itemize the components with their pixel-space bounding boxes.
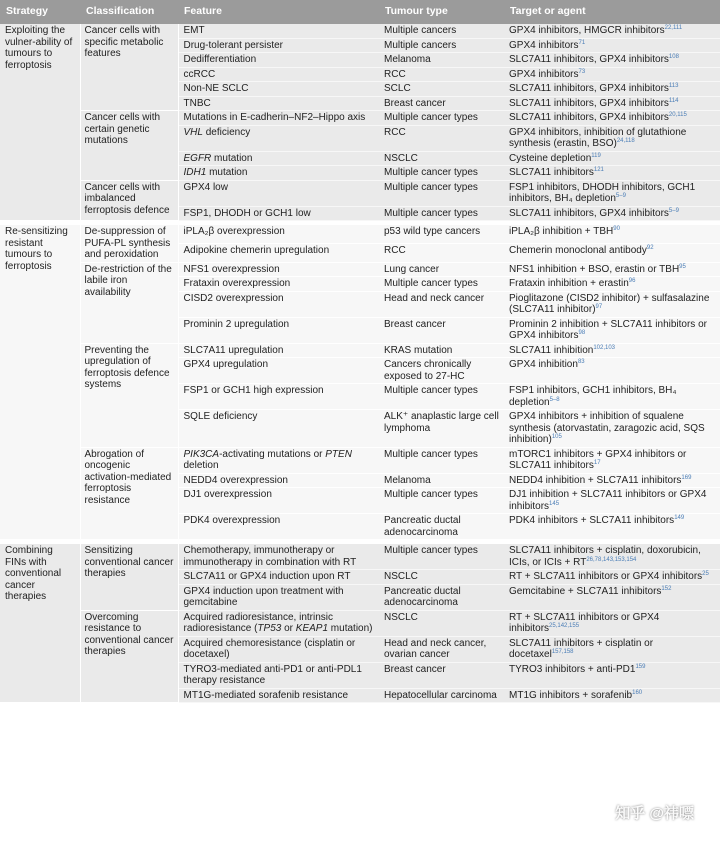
agent-text: GPX4 inhibition <box>509 359 578 370</box>
reference-link[interactable]: 152 <box>661 585 672 592</box>
agent-text: SLC7A11 inhibitors, GPX4 inhibitors <box>509 97 669 109</box>
feature-cell <box>178 38 379 53</box>
feature-text-suffix: mutation <box>206 167 248 178</box>
tumour-type-cell: Multiple cancer types <box>379 544 504 570</box>
feature-cell <box>178 151 379 166</box>
feature-cell <box>178 317 379 343</box>
feature-text: Mutations in E-cadherin–NF2–Hippo axis <box>183 112 366 123</box>
feature-cell <box>178 291 379 317</box>
classification-cell: Overcoming resistance to conventional cancer therapies <box>80 610 178 703</box>
feature-cell <box>178 688 379 703</box>
tumour-type-cell: Breast cancer <box>379 96 504 111</box>
feature-text-suffix: or <box>281 623 296 634</box>
tumour-type-cell: Multiple cancer types <box>379 277 504 292</box>
target-agent-cell <box>504 243 720 262</box>
feature-gene: KEAP1 <box>295 623 329 634</box>
feature-text: SQLE deficiency <box>183 411 258 422</box>
reference-link[interactable]: 90 <box>613 226 620 232</box>
header-tumour-type: Tumour type <box>385 5 448 18</box>
reference-link[interactable]: 83 <box>577 359 585 365</box>
feature-text: PIK3CA <box>183 448 220 460</box>
agent-text: TYRO3 inhibitors + anti-PD1 <box>509 663 636 675</box>
feature-cell <box>178 67 379 82</box>
target-agent-cell <box>504 447 720 473</box>
tumour-type-cell: Hepatocellular carcinoma <box>379 688 504 703</box>
table-row <box>0 447 720 473</box>
feature-text-suffix: mutation <box>211 152 253 164</box>
feature-text: TYRO3-mediated anti-PD1 or anti-PDL1 therapy resistance <box>183 663 362 686</box>
tumour-type-cell: p53 wild type cancers <box>379 225 504 243</box>
feature-text: iPLA₂β overexpression <box>183 226 285 237</box>
feature-cell <box>178 514 379 540</box>
target-agent-cell <box>504 636 720 662</box>
reference-link[interactable]: 96 <box>628 278 636 284</box>
feature-text: GPX4 upregulation <box>183 359 269 370</box>
reference-link[interactable]: 22,111 <box>664 25 683 31</box>
reference-link[interactable]: 5–9 <box>615 193 626 199</box>
classification-cell: Sensitizing conventional cancer therapies <box>80 544 178 610</box>
classification-cell: Cancer cells with specific metabolic features <box>80 24 178 111</box>
agent-text: SLC7A11 inhibitors, GPX4 inhibitors <box>509 83 669 94</box>
tumour-type-cell: NSCLC <box>379 610 504 636</box>
feature-text: VHL <box>183 126 203 138</box>
reference-link[interactable]: 73 <box>578 68 586 75</box>
feature-text: SLC7A11 upregulation <box>183 344 284 356</box>
reference-link[interactable]: 159 <box>635 663 646 670</box>
reference-link[interactable]: 92 <box>646 244 654 251</box>
agent-text: GPX4 inhibitors <box>509 39 579 51</box>
reference-link[interactable]: 71 <box>578 39 586 46</box>
agent-text: SLC7A11 inhibitors, GPX4 inhibitors <box>509 112 669 123</box>
strategy-group <box>0 225 720 540</box>
tumour-type-cell: Lung cancer <box>379 262 504 277</box>
agent-text: Chemerin monoclonal antibody <box>509 244 647 256</box>
target-agent-cell <box>504 111 720 126</box>
reference-link[interactable]: 114 <box>668 97 679 104</box>
agent-text: NEDD4 inhibition + SLC7A11 inhibitors <box>509 474 682 486</box>
feature-cell <box>178 125 379 151</box>
feature-gene: PTEN <box>325 448 352 460</box>
tumour-type-cell: Multiple cancers <box>379 38 504 53</box>
feature-cell <box>178 82 379 97</box>
tumour-type-cell: Multiple cancer types <box>379 166 504 181</box>
reference-link[interactable]: 20,115 <box>668 112 687 118</box>
agent-text: iPLA₂β inhibition + TBH <box>509 226 614 237</box>
feature-text: PDK4 overexpression <box>183 515 281 526</box>
reference-link[interactable]: 24,118 <box>616 138 635 144</box>
target-agent-cell <box>504 343 720 358</box>
feature-text-suffix: -activating mutations or <box>219 448 326 460</box>
agent-text: Gemcitabine + SLC7A11 inhibitors <box>509 585 662 597</box>
feature-cell <box>178 447 379 473</box>
feature-cell <box>178 488 379 514</box>
table-row <box>0 225 720 243</box>
feature-cell <box>178 473 379 488</box>
target-agent-cell <box>504 410 720 448</box>
feature-text: EMT <box>183 25 205 36</box>
tumour-type-cell: Multiple cancer types <box>379 488 504 514</box>
tumour-type-cell: RCC <box>379 243 504 262</box>
target-agent-cell <box>504 53 720 68</box>
target-agent-cell <box>504 317 720 343</box>
feature-text: IDH1 <box>183 167 207 178</box>
tumour-type-cell: Multiple cancers <box>379 24 504 38</box>
reference-link[interactable]: 157,158 <box>551 649 574 655</box>
feature-cell <box>178 343 379 358</box>
feature-cell <box>178 180 379 206</box>
agent-text: GPX4 inhibitors, inhibition of glutathione synthesis (erastin, BSO) <box>509 126 687 149</box>
target-agent-cell <box>504 544 720 570</box>
reference-link[interactable]: 149 <box>674 515 685 521</box>
feature-cell <box>178 262 379 277</box>
target-agent-cell <box>504 82 720 97</box>
feature-text-suffix: deficiency <box>202 126 251 138</box>
feature-cell <box>178 584 379 610</box>
agent-text: GPX4 inhibitors <box>509 68 579 80</box>
strategy-group <box>0 24 720 221</box>
tumour-type-cell: Breast cancer <box>379 317 504 343</box>
strategy-cell: Combining FINs with conventional cancer therapies <box>0 544 80 703</box>
reference-link[interactable]: 121 <box>593 167 604 173</box>
feature-text: Acquired chemoresistance (cisplatin or docetaxel) <box>183 637 356 660</box>
target-agent-cell <box>504 24 720 38</box>
header-strategy: Strategy <box>6 5 49 18</box>
reference-link[interactable]: 26,78,143,153,154 <box>586 556 637 563</box>
feature-text: EGFR <box>183 152 212 164</box>
tumour-type-cell: Multiple cancer types <box>379 111 504 126</box>
feature-text: SLC7A11 or GPX4 induction upon RT <box>183 571 351 582</box>
tumour-type-cell: SCLC <box>379 82 504 97</box>
agent-text: RT + SLC7A11 inhibitors or GPX4 inhibitors <box>509 611 660 634</box>
reference-link[interactable]: 17 <box>593 460 601 466</box>
tumour-type-cell: RCC <box>379 67 504 82</box>
reference-link[interactable]: 97 <box>595 304 603 310</box>
feature-cell <box>178 610 379 636</box>
feature-text: Drug-tolerant persister <box>183 39 283 51</box>
agent-text: SLC7A11 inhibitors, GPX4 inhibitors <box>509 54 669 65</box>
feature-text: Prominin 2 upregulation <box>183 318 290 330</box>
classification-cell: Cancer cells with certain genetic mutations <box>80 111 178 181</box>
target-agent-cell <box>504 358 720 384</box>
target-agent-cell <box>504 514 720 540</box>
agent-text: GPX4 inhibitors + inhibition of squalene synthesis (atorvastatin, zaragozic acid, SQS inhibition) <box>509 411 705 445</box>
target-agent-cell <box>504 38 720 53</box>
reference-link[interactable]: 160 <box>632 689 643 696</box>
agent-text: SLC7A11 inhibitors <box>509 167 594 178</box>
target-agent-cell <box>504 206 720 221</box>
header-classification: Classification <box>86 5 155 18</box>
feature-text: CISD2 overexpression <box>183 292 284 304</box>
classification-cell: De-restriction of the labile iron availability <box>80 262 178 343</box>
feature-cell <box>178 206 379 221</box>
header-feature: Feature <box>184 5 222 18</box>
agent-text: GPX4 inhibitors, HMGCR inhibitors <box>509 25 665 36</box>
feature-cell <box>178 358 379 384</box>
target-agent-cell <box>504 384 720 410</box>
agent-text: PDK4 inhibitors + SLC7A11 inhibitors <box>509 515 675 526</box>
feature-text: NEDD4 overexpression <box>183 474 288 486</box>
target-agent-cell <box>504 180 720 206</box>
target-agent-cell <box>504 584 720 610</box>
target-agent-cell <box>504 291 720 317</box>
agent-text: Cysteine depletion <box>509 152 592 164</box>
reference-link[interactable]: 102,103 <box>593 344 616 351</box>
classification-cell: Cancer cells with imbalanced ferroptosis defence <box>80 180 178 221</box>
tumour-type-cell: Head and neck cancer, ovarian cancer <box>379 636 504 662</box>
tumour-type-cell: ALK⁺ anaplastic large cell lymphoma <box>379 410 504 448</box>
table-row <box>0 24 720 38</box>
reference-link[interactable]: 145 <box>549 500 560 507</box>
feature-cell <box>178 24 379 38</box>
strategy-cell: Exploiting the vulner-ability of tumours to ferroptosis <box>0 24 80 221</box>
target-agent-cell <box>504 151 720 166</box>
target-agent-cell <box>504 277 720 292</box>
classification-cell: Abrogation of oncogenic activation-mediated ferroptosis resistance <box>80 447 178 540</box>
table-row <box>0 544 720 570</box>
reference-link[interactable]: 25,142,155 <box>549 623 580 629</box>
feature-text: GPX4 low <box>183 181 228 193</box>
tumour-type-cell: Multiple cancer types <box>379 384 504 410</box>
target-agent-cell <box>504 688 720 703</box>
tumour-type-cell: NSCLC <box>379 570 504 585</box>
feature-text: ccRCC <box>183 68 216 80</box>
tumour-type-cell: Melanoma <box>379 53 504 68</box>
target-agent-cell <box>504 570 720 585</box>
agent-text: SLC7A11 inhibitors + cisplatin, doxorubicin, ICIs, or ICIs + RT <box>509 545 701 568</box>
feature-cell <box>178 111 379 126</box>
tumour-type-cell: NSCLC <box>379 151 504 166</box>
feature-text: Acquired radioresistance, intrinsic radioresistance ( <box>183 611 334 634</box>
feature-text: Chemotherapy, immunotherapy or immunotherapy in combination with RT <box>183 545 357 568</box>
feature-text: FSP1, DHODH or GCH1 low <box>183 207 311 219</box>
table-header-row <box>0 0 720 24</box>
feature-text: Dedifferentiation <box>183 54 257 65</box>
feature-text: FSP1 or GCH1 high expression <box>183 385 324 396</box>
target-agent-cell <box>504 125 720 151</box>
watermark: 知乎 @祎嘌 <box>615 805 694 822</box>
target-agent-cell <box>504 662 720 688</box>
feature-text: NFS1 overexpression <box>183 263 280 275</box>
feature-cell <box>178 410 379 448</box>
header-target-agent: Target or agent <box>510 5 586 18</box>
agent-text: FSP1 inhibitors, GCH1 inhibitors, BH₄ depletion <box>509 385 677 408</box>
tumour-type-cell: Pancreatic ductal adenocarcinoma <box>379 514 504 540</box>
strategy-group <box>0 544 720 703</box>
table-row <box>0 262 720 277</box>
target-agent-cell <box>504 96 720 111</box>
feature-text: DJ1 overexpression <box>183 489 272 500</box>
agent-text: NFS1 inhibition + BSO, erastin or TBH <box>509 263 680 275</box>
tumour-type-cell: Multiple cancer types <box>379 447 504 473</box>
feature-cell <box>178 277 379 292</box>
feature-cell <box>178 53 379 68</box>
feature-cell <box>178 96 379 111</box>
feature-cell <box>178 570 379 585</box>
reference-link[interactable]: 95 <box>679 263 686 270</box>
tumour-type-cell: Breast cancer <box>379 662 504 688</box>
feature-text: Frataxin overexpression <box>183 278 291 289</box>
target-agent-cell <box>504 262 720 277</box>
agent-text: Pioglitazone (CISD2 inhibitor) + sulfasalazine (SLC7A11 inhibitor) <box>509 292 710 315</box>
reference-link[interactable]: 105 <box>551 434 562 440</box>
tumour-type-cell: Pancreatic ductal adenocarcinoma <box>379 584 504 610</box>
feature-text: MT1G-mediated sorafenib resistance <box>183 689 349 701</box>
table-row <box>0 111 720 126</box>
agent-text: Frataxin inhibition + erastin <box>509 278 629 289</box>
feature-cell <box>178 166 379 181</box>
tumour-type-cell: Cancers chronically exposed to 27-HC <box>379 358 504 384</box>
agent-text: SLC7A11 inhibition <box>509 344 594 356</box>
reference-link[interactable]: 5–9 <box>668 207 679 214</box>
reference-link[interactable]: 119 <box>591 152 601 159</box>
agent-text: SLC7A11 inhibitors, GPX4 inhibitors <box>509 207 669 219</box>
feature-cell <box>178 636 379 662</box>
strategy-cell: Re-sensitizing resistant tumours to ferroptosis <box>0 225 80 540</box>
feature-text-suffix: mutation) <box>328 623 373 634</box>
reference-link[interactable]: 98 <box>578 330 586 336</box>
feature-text: GPX4 induction upon treatment with gemcitabine <box>183 585 344 608</box>
feature-text: Non-NE SCLC <box>183 83 249 94</box>
target-agent-cell <box>504 67 720 82</box>
tumour-type-cell: Multiple cancer types <box>379 180 504 206</box>
tumour-type-cell: KRAS mutation <box>379 343 504 358</box>
table-row <box>0 180 720 206</box>
agent-text: RT + SLC7A11 inhibitors or GPX4 inhibitors <box>509 571 703 582</box>
classification-cell: Preventing the upregulation of ferroptosis defence systems <box>80 343 178 447</box>
reference-link[interactable]: 169 <box>681 474 692 481</box>
reference-link[interactable]: 25 <box>702 571 709 577</box>
target-agent-cell <box>504 473 720 488</box>
feature-cell <box>178 544 379 570</box>
reference-link[interactable]: 113 <box>668 83 679 89</box>
tumour-type-cell: Multiple cancer types <box>379 206 504 221</box>
feature-text: Adipokine chemerin upregulation <box>183 244 330 256</box>
agent-text: Prominin 2 inhibition + SLC7A11 inhibitors or GPX4 inhibitors <box>509 318 707 341</box>
agent-text: DJ1 inhibition + SLC7A11 inhibitors or GPX4 inhibitors <box>509 489 707 512</box>
tumour-type-cell: RCC <box>379 125 504 151</box>
table-row <box>0 610 720 636</box>
agent-text: SLC7A11 inhibitors + cisplatin or docetaxel <box>509 637 654 660</box>
tumour-type-cell: Melanoma <box>379 473 504 488</box>
reference-link[interactable]: 5–8 <box>549 396 560 403</box>
target-agent-cell <box>504 166 720 181</box>
agent-text: MT1G inhibitors + sorafenib <box>509 689 633 701</box>
reference-link[interactable]: 108 <box>668 54 679 60</box>
tumour-type-cell: Head and neck cancer <box>379 291 504 317</box>
feature-cell <box>178 225 379 243</box>
agent-text: FSP1 inhibitors, DHODH inhibitors, GCH1 inhibitors, BH₄ depletion <box>509 181 696 204</box>
agent-text: mTORC1 inhibitors + GPX4 inhibitors or SLC7A11 inhibitors <box>509 448 687 471</box>
table-row <box>0 343 720 358</box>
feature-cell <box>178 384 379 410</box>
feature-cell <box>178 243 379 262</box>
classification-cell: De-suppression of PUFA-PL synthesis and peroxidation <box>80 225 178 262</box>
target-agent-cell <box>504 225 720 243</box>
feature-cell <box>178 662 379 688</box>
target-agent-cell <box>504 488 720 514</box>
feature-text: TNBC <box>183 97 211 109</box>
feature-gene: TP53 <box>257 623 282 634</box>
feature-text-suffix: deletion <box>183 460 219 471</box>
target-agent-cell <box>504 610 720 636</box>
